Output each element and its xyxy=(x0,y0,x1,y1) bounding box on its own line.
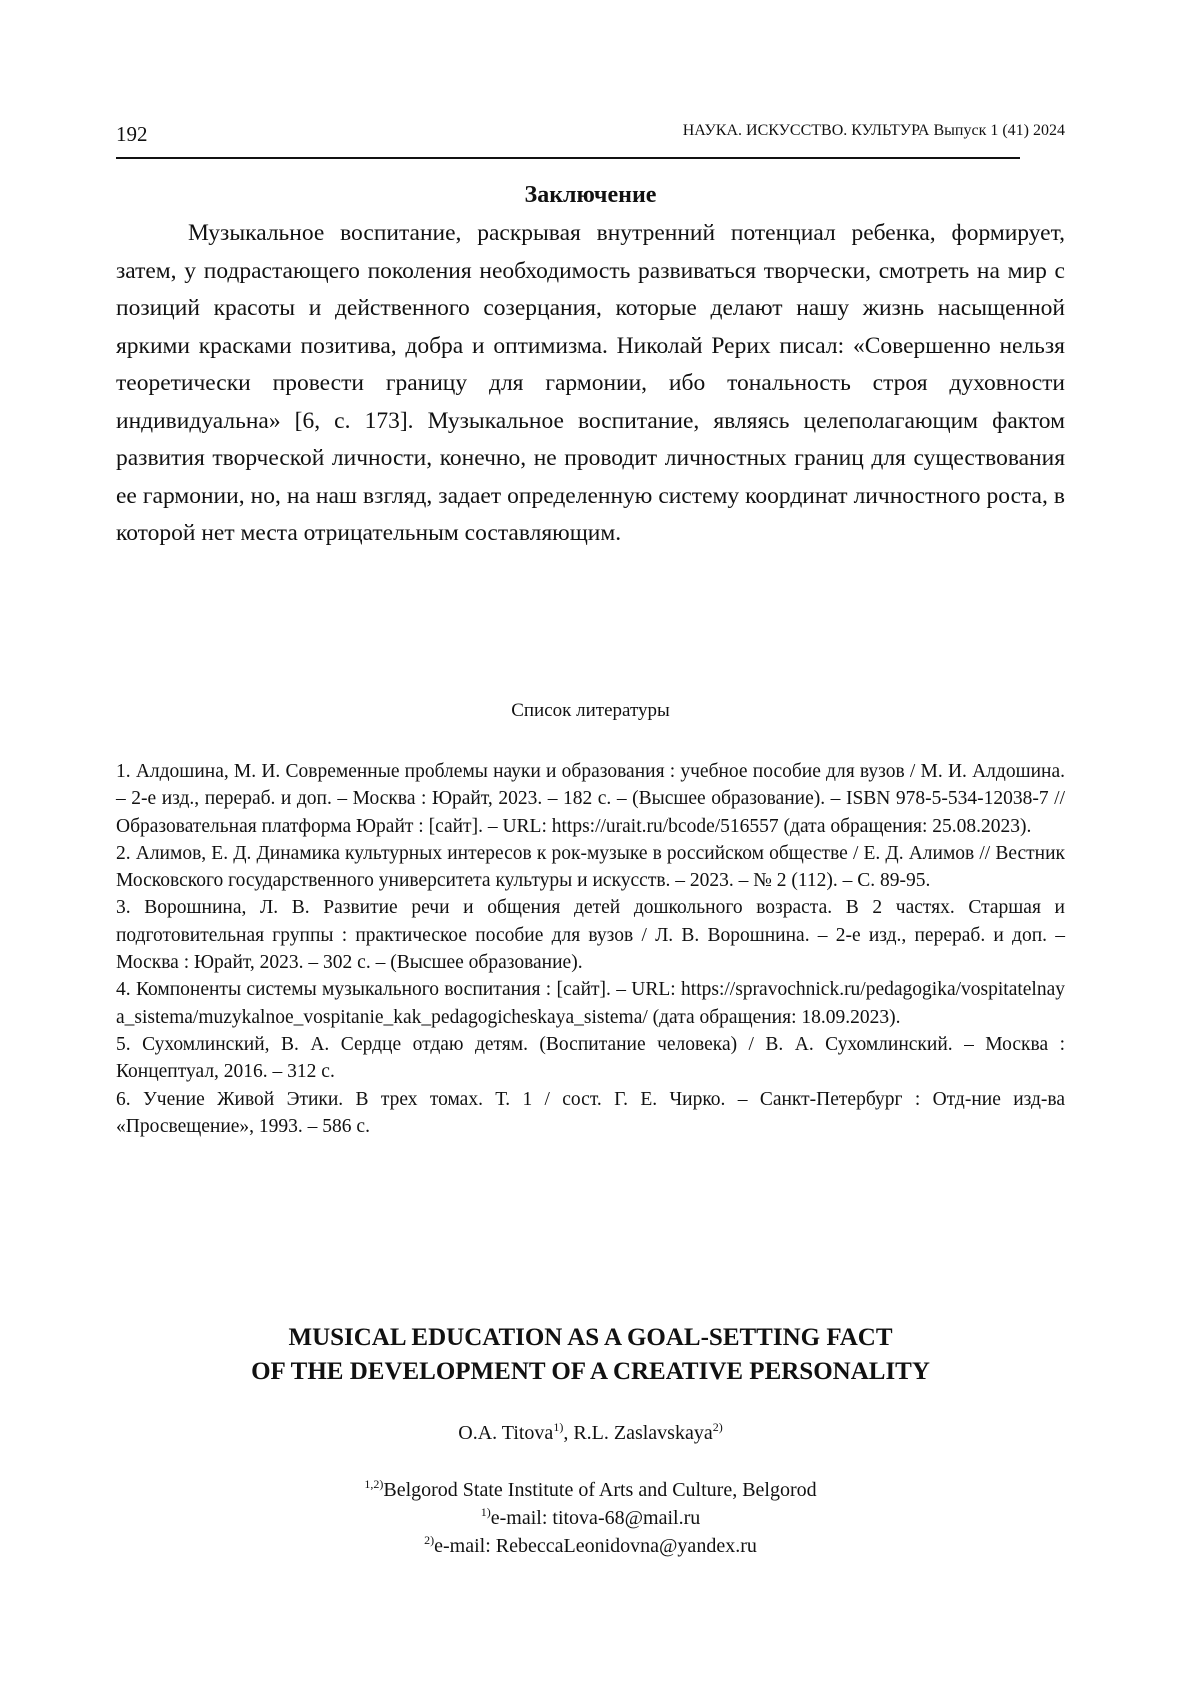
email-address: e-mail: titova-68@mail.ru xyxy=(490,1507,701,1529)
author-line xyxy=(116,1422,1065,1445)
affiliation-superscript: 1,2) xyxy=(364,1477,384,1491)
journal-title: НАУКА. ИСКУССТВО. КУЛЬТУРА Выпуск 1 (41) 2024 xyxy=(682,122,1065,139)
conclusion-heading: Заключение xyxy=(524,182,657,208)
reference-item: 4. Компоненты системы музыкального воспитания : [сайт]. – URL: https://spravochnick.ru/pedagogika/vospitatelnaya_sistema/muzykalnoe_vospitanie_kak_pedagogicheskaya_sistema/ (дата обращения: 18.09.2023). xyxy=(116,979,1065,1028)
reference-item: 6. Учение Живой Этики. В трех томах. Т. 1 / сост. Г. Е. Чирко. – Санкт-Петербург : Отд-ние изд-ва «Просвещение», 1993. – 586 с. xyxy=(116,1088,1065,1137)
reference-item: 1. Алдошина, М. И. Современные проблемы науки и образования : учебное пособие для вузов / М. И. Алдошина. – 2-е изд., перераб. и доп. – Москва : Юрайт, 2023. – 182 с. – (Высшее образование). – ISBN 978-5-534-12038-7 // Образовательная платформа Юрайт : [сайт]. – URL: https://urait.ru/bcode/516557 (дата обращения: 25.08.2023). xyxy=(116,761,1065,837)
running-header xyxy=(116,120,1065,150)
author-superscript: 2) xyxy=(712,1420,723,1434)
author-superscript: 1) xyxy=(553,1420,564,1434)
email-line xyxy=(116,1504,1065,1532)
header-rule xyxy=(116,157,1020,159)
english-title-line: MUSICAL EDUCATION AS A GOAL-SETTING FACT xyxy=(288,1324,893,1351)
email-line xyxy=(116,1532,1065,1560)
email-address: e-mail: RebeccaLeonidovna@yandex.ru xyxy=(434,1535,757,1557)
email-superscript: 1) xyxy=(480,1505,491,1519)
affiliation-line xyxy=(116,1476,1065,1504)
reference-item: 2. Алимов, Е. Д. Динамика культурных интересов к рок-музыке в российском обществе / Е. Д. Алимов // Вестник Московского государственного университета культуры и искусств. – 2023. – № 2 (112). – С. 89-95. xyxy=(116,842,1065,892)
english-article-title xyxy=(116,1321,1065,1389)
author-separator: , xyxy=(563,1422,574,1444)
author-name: R.L. Zaslavskaya xyxy=(573,1422,713,1444)
email-superscript: 2) xyxy=(424,1533,435,1547)
conclusion-paragraph: Музыкальное воспитание, раскрывая внутренний потенциал ребенка, формирует, затем, у подрастающего поколения необходимость развиваться творчески, смотреть на мир с позиций красоты и действенного созерцания, которые делают нашу жизнь насыщенной яркими красками позитива, добра и оптимизма. Николай Рерих писал: «Совершенно нельзя теоретически провести границу для гармонии, ибо тональность строя духовности индивидуальна» [6, с. 173]. Музыкальное воспитание, являясь целеполагающим фактом развития творческой личности, конечно, не проводит личностных границ для существования ее гармонии, но, на наш взгляд, задает определенную систему координат личностного роста, в которой нет места отрицательным составляющим. xyxy=(116,220,1065,546)
affiliation-text: Belgorod State Institute of Arts and Culture, Belgorod xyxy=(383,1479,817,1501)
author-name: O.A. Titova xyxy=(458,1422,554,1444)
page-number: 192 xyxy=(116,122,148,146)
english-title-line: OF THE DEVELOPMENT OF A CREATIVE PERSONALITY xyxy=(251,1358,930,1385)
reference-list xyxy=(116,758,1065,1140)
affiliation-block xyxy=(116,1476,1065,1560)
references-heading: Список литературы xyxy=(511,700,670,721)
reference-item: 3. Ворошнина, Л. В. Развитие речи и общения детей дошкольного возраста. В 2 частях. Старшая и подготовительная группы : практическое пособие для вузов / Л. В. Ворошнина. – 2-е изд., перераб. и доп. – Москва : Юрайт, 2023. – 302 с. – (Высшее образование). xyxy=(116,897,1065,974)
reference-item: 5. Сухомлинский, В. А. Сердце отдаю детям. (Воспитание человека) / В. А. Сухомлинский. – Москва : Концептуал, 2016. – 312 с. xyxy=(116,1033,1065,1083)
